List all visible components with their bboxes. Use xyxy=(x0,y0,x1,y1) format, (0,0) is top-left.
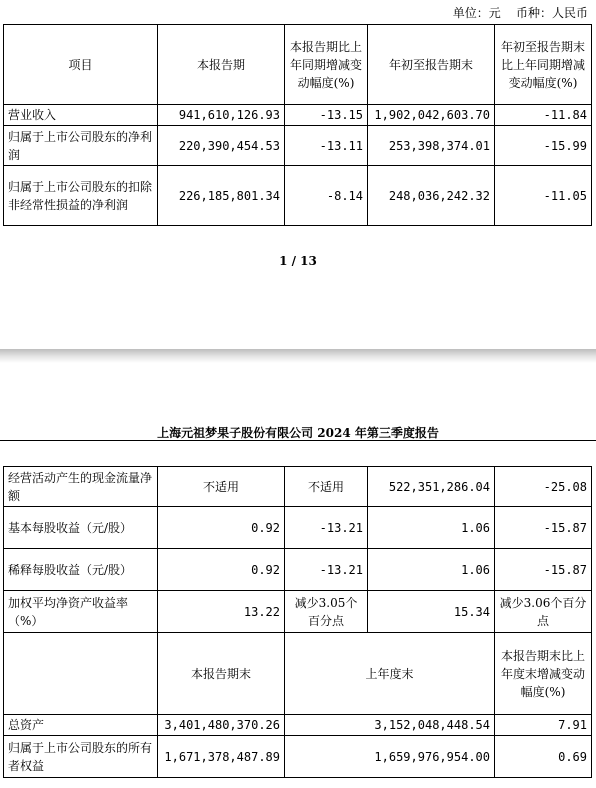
unit-currency-line xyxy=(453,4,588,21)
currency-label: 币种：人民币 xyxy=(515,6,588,20)
cell-ytd: 248,036,242.32 xyxy=(368,166,495,226)
row-label: 稀释每股收益（元/股） xyxy=(4,549,158,591)
title-rule xyxy=(0,440,596,441)
row-label: 加权平均净资产收益率（%） xyxy=(4,591,158,633)
page-break-separator xyxy=(0,349,596,363)
cell-current: 13.22 xyxy=(158,591,285,633)
table-row xyxy=(4,591,592,633)
col-header-current-change: 本报告期比上年同期增减变动幅度(%) xyxy=(285,25,368,105)
financial-table-bottom xyxy=(3,466,592,778)
cell-current: 0.92 xyxy=(158,507,285,549)
cell-ytd-change: -11.05 xyxy=(495,166,592,226)
cell-prior-year-end: 3,152,048,448.54 xyxy=(285,715,495,736)
col-header-period-end: 本报告期末 xyxy=(158,633,285,715)
cell-current-change: 减少3.05个百分点 xyxy=(285,591,368,633)
col-header-current: 本报告期 xyxy=(158,25,285,105)
table-header-row xyxy=(4,25,592,105)
table-row xyxy=(4,166,592,226)
cell-period-end: 1,671,378,487.89 xyxy=(158,736,285,778)
table-row xyxy=(4,105,592,126)
cell-ytd-change: -25.08 xyxy=(495,467,592,507)
col-header-prior-year-end: 上年度末 xyxy=(285,633,495,715)
cell-balance-change: 7.91 xyxy=(495,715,592,736)
blank-header-cell xyxy=(4,633,158,715)
row-label: 归属于上市公司股东的扣除非经常性损益的净利润 xyxy=(4,166,158,226)
table-row xyxy=(4,715,592,736)
cell-current-change: -8.14 xyxy=(285,166,368,226)
cell-current-change: 不适用 xyxy=(285,467,368,507)
row-label: 归属于上市公司股东的净利润 xyxy=(4,126,158,166)
cell-current: 0.92 xyxy=(158,549,285,591)
col-header-balance-change: 本报告期末比上年度末增减变动幅度(%) xyxy=(495,633,592,715)
cell-ytd-change: -15.87 xyxy=(495,549,592,591)
row-label: 归属于上市公司股东的所有者权益 xyxy=(4,736,158,778)
cell-ytd: 522,351,286.04 xyxy=(368,467,495,507)
col-header-ytd-change: 年初至报告期末比上年同期增减变动幅度(%) xyxy=(495,25,592,105)
unit-label: 单位：元 xyxy=(452,6,501,20)
cell-ytd-change: -11.84 xyxy=(495,105,592,126)
cell-current-change: -13.11 xyxy=(285,126,368,166)
cell-balance-change: 0.69 xyxy=(495,736,592,778)
cell-current: 226,185,801.34 xyxy=(158,166,285,226)
table-row xyxy=(4,126,592,166)
row-label: 总资产 xyxy=(4,715,158,736)
col-header-ytd: 年初至报告期末 xyxy=(368,25,495,105)
cell-current-change: -13.21 xyxy=(285,549,368,591)
document-title: 上海元祖梦果子股份有限公司 2024 年第三季度报告 xyxy=(157,426,439,440)
cell-current-change: -13.15 xyxy=(285,105,368,126)
cell-current: 220,390,454.53 xyxy=(158,126,285,166)
cell-ytd-change: -15.87 xyxy=(495,507,592,549)
cell-ytd: 15.34 xyxy=(368,591,495,633)
row-label: 基本每股收益（元/股） xyxy=(4,507,158,549)
row-label: 经营活动产生的现金流量净额 xyxy=(4,467,158,507)
cell-period-end: 3,401,480,370.26 xyxy=(158,715,285,736)
cell-ytd-change: -15.99 xyxy=(495,126,592,166)
table-row xyxy=(4,549,592,591)
balance-header-row xyxy=(4,633,592,715)
cell-prior-year-end: 1,659,976,954.00 xyxy=(285,736,495,778)
cell-current: 941,610,126.93 xyxy=(158,105,285,126)
cell-ytd: 253,398,374.01 xyxy=(368,126,495,166)
cell-current-change: -13.21 xyxy=(285,507,368,549)
cell-ytd: 1,902,042,603.70 xyxy=(368,105,495,126)
row-label: 营业收入 xyxy=(4,105,158,126)
page-number: 1 / 13 xyxy=(279,254,317,268)
financial-table-top xyxy=(3,24,592,226)
table-row xyxy=(4,736,592,778)
table-row xyxy=(4,467,592,507)
cell-ytd: 1.06 xyxy=(368,549,495,591)
cell-current: 不适用 xyxy=(158,467,285,507)
cell-ytd-change: 减少3.06个百分点 xyxy=(495,591,592,633)
cell-ytd: 1.06 xyxy=(368,507,495,549)
table-row xyxy=(4,507,592,549)
col-header-item: 项目 xyxy=(4,25,158,105)
